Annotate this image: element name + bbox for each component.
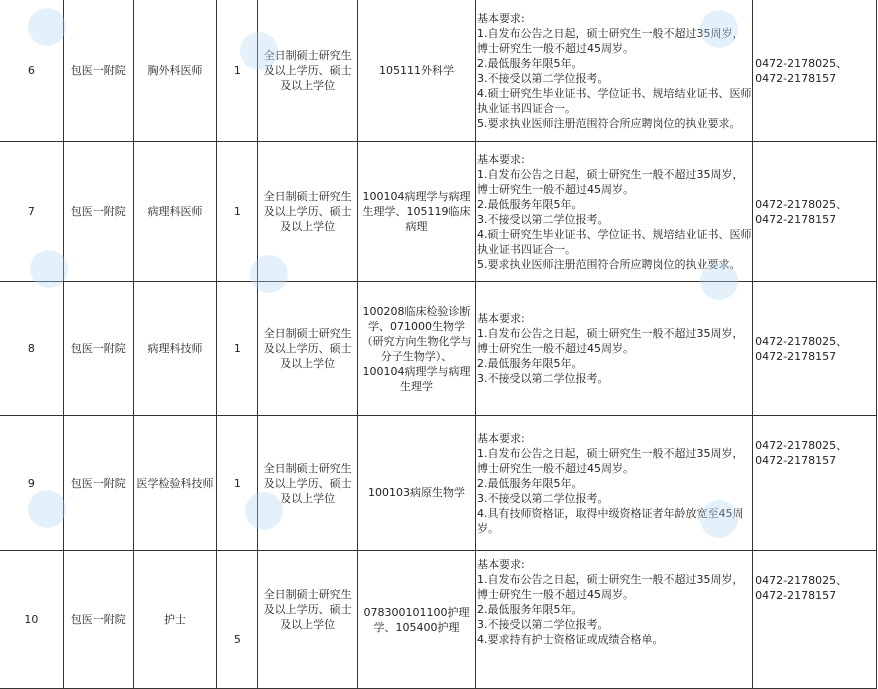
contact-phone: 0472-2178025、0472-2178157 — [753, 142, 877, 282]
requirement-item: 2.最低服务年限5年。 — [476, 476, 583, 490]
requirement-item: 4.硕士研究生毕业证书、学位证书、规培结业证书、医师执业证书四证合一。 — [476, 86, 752, 115]
hiring-unit: 包医一附院 — [63, 551, 133, 689]
requirement-item: 5.要求执业医师注册范围符合所应聘岗位的执业要求。 — [476, 257, 741, 271]
requirement-item: 1.自发布公告之日起，硕士研究生一般不超过35周岁，博士研究生一般不超过45周岁。 — [476, 446, 744, 475]
hiring-unit: 包医一附院 — [63, 282, 133, 416]
requirements-list — [475, 0, 752, 142]
requirement-item: 3.不接受以第二学位报考。 — [476, 372, 609, 385]
education-requirement: 全日制硕士研究生及以上学历、硕士及以上学位 — [258, 0, 358, 142]
contact-phone: 0472-2178025、0472-2178157 — [753, 551, 877, 689]
requirements-list — [475, 416, 752, 551]
headcount-text: 5 — [233, 633, 241, 646]
table-row — [0, 551, 877, 689]
table-row — [0, 282, 877, 416]
requirements-list — [475, 551, 752, 689]
headcount: 1 — [217, 282, 258, 416]
requirements-list — [475, 282, 752, 416]
table-row — [0, 416, 877, 551]
major-requirement: 100208临床检验诊断学、071000生物学（研究方向生物化学与分子生物学）、100104病理学与病理生理学 — [358, 282, 476, 416]
requirement-item: 3.不接受以第二学位报考。 — [476, 71, 609, 85]
headcount: 1 — [217, 416, 258, 551]
requirement-item: 2.最低服务年限5年。 — [476, 56, 583, 70]
requirements-list — [475, 142, 752, 282]
education-requirement: 全日制硕士研究生及以上学历、硕士及以上学位 — [258, 142, 358, 282]
requirements-title: 基本要求: — [476, 431, 525, 445]
major-requirement: 078300101100护理学、105400护理 — [358, 551, 476, 689]
table-row — [0, 0, 877, 142]
requirement-item: 3.不接受以第二学位报考。 — [476, 618, 609, 631]
hiring-unit: 包医一附院 — [63, 416, 133, 551]
contact-phone: 0472-2178025、0472-2178157 — [753, 0, 877, 142]
requirement-item: 1.自发布公告之日起，硕士研究生一般不超过35周岁，博士研究生一般不超过45周岁。 — [476, 26, 744, 55]
requirement-item: 3.不接受以第二学位报考。 — [476, 212, 609, 226]
requirements-title: 基本要求: — [476, 152, 525, 166]
position-name: 医学检验科技师 — [133, 416, 217, 551]
education-requirement: 全日制硕士研究生及以上学历、硕士及以上学位 — [258, 551, 358, 689]
requirement-item: 4.具有技师资格证，取得中级资格证者年龄放宽至45周岁。 — [476, 506, 744, 535]
major-requirement: 100104病理学与病理生理学、105119临床病理 — [358, 142, 476, 282]
education-requirement: 全日制硕士研究生及以上学历、硕士及以上学位 — [258, 282, 358, 416]
row-index: 8 — [0, 282, 63, 416]
requirements-title: 基本要求: — [476, 558, 525, 571]
major-requirement: 105111外科学 — [358, 0, 476, 142]
requirement-item: 5.要求执业医师注册范围符合所应聘岗位的执业要求。 — [476, 116, 741, 130]
position-name: 护士 — [133, 551, 217, 689]
position-name: 胸外科医师 — [133, 0, 217, 142]
row-index: 6 — [0, 0, 63, 142]
requirement-item: 1.自发布公告之日起，硕士研究生一般不超过35周岁，博士研究生一般不超过45周岁。 — [476, 167, 744, 196]
hiring-unit: 包医一附院 — [63, 0, 133, 142]
headcount — [217, 551, 258, 689]
requirement-item: 3.不接受以第二学位报考。 — [476, 491, 609, 505]
hiring-unit: 包医一附院 — [63, 142, 133, 282]
headcount: 1 — [217, 0, 258, 142]
requirements-title: 基本要求: — [476, 312, 525, 325]
requirement-item: 2.最低服务年限5年。 — [476, 197, 583, 211]
row-index: 9 — [0, 416, 63, 551]
requirement-item: 2.最低服务年限5年。 — [476, 357, 583, 370]
education-requirement: 全日制硕士研究生及以上学历、硕士及以上学位 — [258, 416, 358, 551]
position-name: 病理科医师 — [133, 142, 217, 282]
major-requirement — [358, 416, 476, 551]
requirement-item: 4.硕士研究生毕业证书、学位证书、规培结业证书、医师执业证书四证合一。 — [476, 227, 752, 256]
contact-phone: 0472-2178025、0472-2178157 — [753, 282, 877, 416]
table-row — [0, 142, 877, 282]
requirements-title: 基本要求: — [476, 11, 525, 25]
requirement-item: 4.要求持有护士资格证或成绩合格单。 — [476, 633, 664, 646]
requirement-item: 2.最低服务年限5年。 — [476, 603, 583, 616]
requirement-item: 1.自发布公告之日起，硕士研究生一般不超过35周岁，博士研究生一般不超过45周岁。 — [476, 327, 744, 355]
row-index: 7 — [0, 142, 63, 282]
major-text: 100103病原生物学 — [368, 485, 466, 499]
row-index: 10 — [0, 551, 63, 689]
requirement-item: 1.自发布公告之日起，硕士研究生一般不超过35周岁，博士研究生一般不超过45周岁。 — [476, 573, 744, 601]
position-name: 病理科技师 — [133, 282, 217, 416]
headcount: 1 — [217, 142, 258, 282]
contact-phone: 0472-2178025、0472-2178157 — [753, 416, 877, 551]
